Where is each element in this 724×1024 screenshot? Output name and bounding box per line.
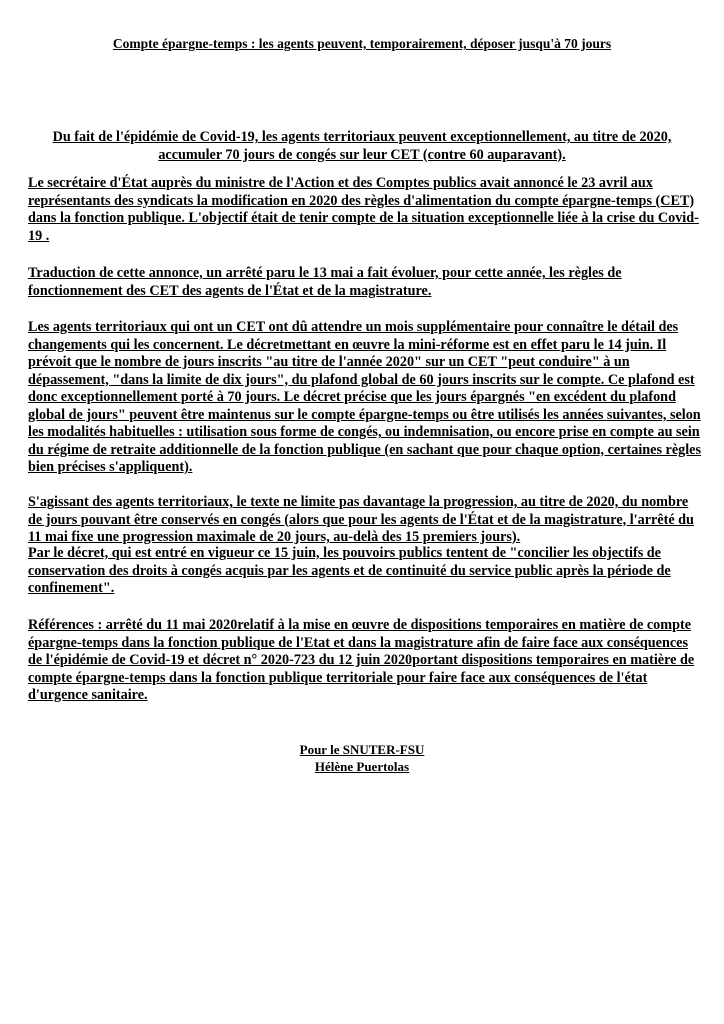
paragraph-references: Références : arrêté du 11 mai 2020relatif à la mise en œuvre de dispositions temporaires en matière de compte épargne-temps dans la fonction publique de l'Etat et dans la magistrature afin de faire face aux conséquences de l'épidémie de Covid-19 et décret n° 2020-723 du 12 juin 2020portant dispositions temporaires en matière de compte épargne-temps dans la fonction publique territoriale pour faire face aux conséquences de l'état d'urgence sanitaire. — [28, 617, 695, 703]
document-title: Compte épargne-temps : les agents peuvent, temporairement, déposer jusqu'à 70 jours — [112, 36, 612, 51]
signature-organization: Pour le SNUTER-FSU — [299, 742, 425, 757]
paragraph-progression: S'agissant des agents territoriaux, le texte ne limite pas davantage la progression, au titre de 2020, du nombre de jours pouvant être conservés en congés (alors que pour les agents de l'État et de la magistrature, l'arrêté du 11 mai fixe une progression maximale de 20 jours, au-delà des 15 premiers jours). — [28, 494, 694, 545]
paragraph-territorial-agents: Les agents territoriaux qui ont un CET ont dû attendre un mois supplémentaire pour connaître le détail des changements qui les concernent. Le décretmettant en œuvre la mini-réforme est en effet paru le 14 juin. Il prévoit que le nombre de jours inscrits "au titre de l'année 2020" sur un CET "peut conduire" à un dépassement, "dans la limite de dix jours", du plafond global de 60 jours inscrits sur le compte. Ce plafond est donc exceptionnellement porté à 70 jours. Le décret précise que les jours épargnés "en excédent du plafond global de jours" peuvent être maintenus sur le compte épargne-temps ou être utilisés les années suivantes, selon les modalités habituelles : utilisation sous forme de congés, ou indemnisation, ou encore prise en compte au sein du régime de retraite additionnelle de la fonction publique (en sachant que pour chaque option, certaines règles bien précises s'appliquent). — [28, 319, 701, 475]
lead-paragraph: Du fait de l'épidémie de Covid-19, les agents territoriaux peuvent exceptionnellement, au titre de 2020, accumuler 70 jours de congés sur leur CET (contre 60 auparavant). — [52, 129, 672, 163]
paragraph-arrete: Traduction de cette annonce, un arrêté paru le 13 mai a fait évoluer, pour cette année, les règles de fonctionnement des CET des agents de l'État et de la magistrature. — [28, 265, 622, 299]
paragraph-decret: Par le décret, qui est entré en vigueur ce 15 juin, les pouvoirs publics tentent de "concilier les objectifs de conservation des droits à congés acquis par les agents et de continuité du service public après la période de confinement". — [28, 545, 671, 596]
paragraph-announcement: Le secrétaire d'État auprès du ministre de l'Action et des Comptes publics avait annoncé le 23 avril aux représentants des syndicats la modification en 2020 des règles d'alimentation du compte épargne-temps (CET) dans la fonction publique. L'objectif était de tenir compte de la situation exceptionnelle liée à la crise du Covid-19 . — [28, 175, 699, 244]
signature-name: Hélène Puertolas — [314, 759, 410, 774]
